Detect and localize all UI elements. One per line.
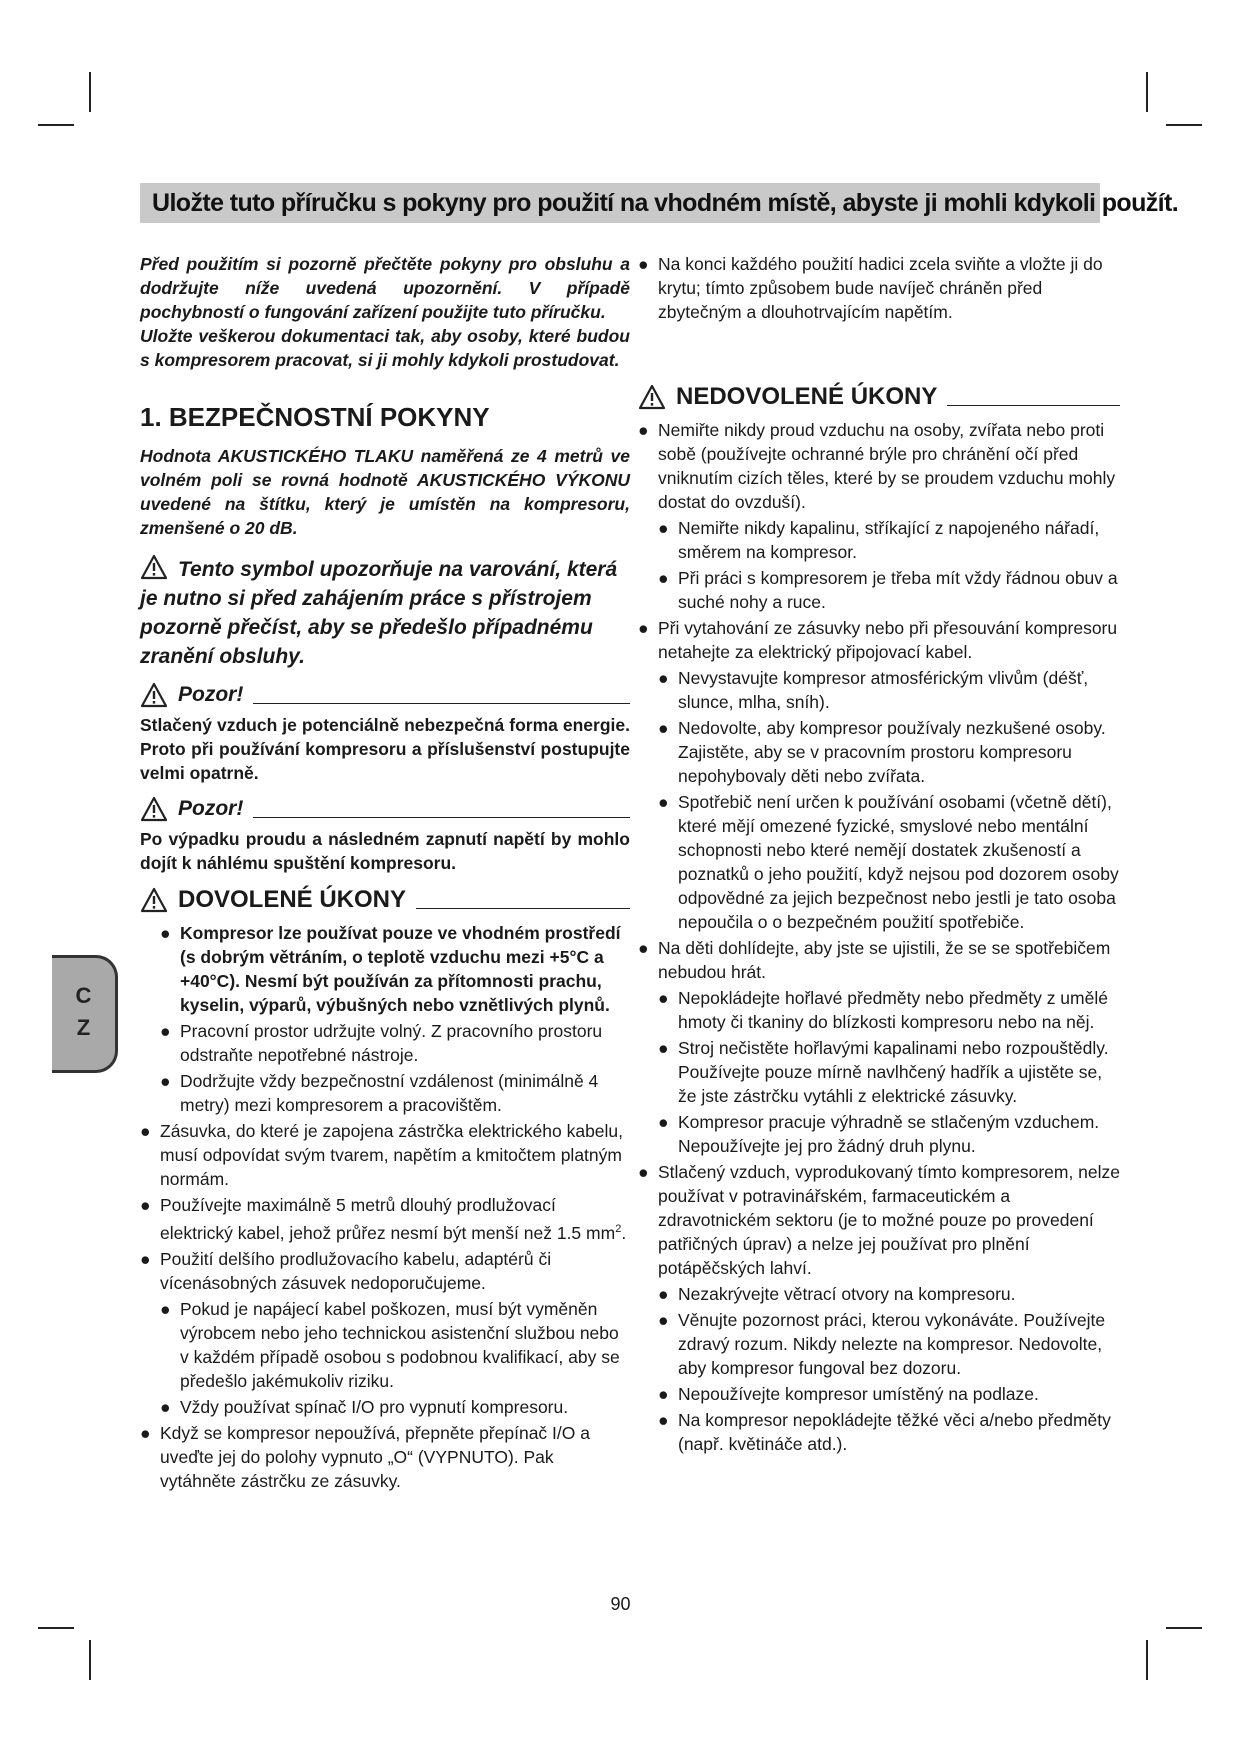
warning-icon: [140, 554, 168, 580]
list-item: [140, 1395, 630, 1419]
symbol-note: [140, 554, 630, 671]
crop-mark: [1166, 1627, 1202, 1629]
crop-mark: [38, 124, 74, 126]
symbol-note-text: Tento symbol upozorňuje na varování, která je nutno si před zahájením práce s přístrojem pozorně přečíst, aby se předešlo případnému zranění obsluhy.: [140, 558, 618, 668]
list-item-text: Nedovolte, aby kompresor používaly nezkušené osoby. Zajistěte, aby se v pracovním prostoru kompresoru nepohybovaly děti nebo zvířata.: [678, 718, 1106, 786]
bullet: ●: [658, 1310, 669, 1330]
bullet: ●: [140, 1422, 151, 1443]
list-item: [140, 1247, 630, 1295]
list-item: [638, 252, 1120, 324]
list-item: [638, 716, 1120, 788]
acoustic-note: Hodnota AKUSTICKÉHO TLAKU naměřená ze 4 metrů ve volném poli se rovná hodnotě AKUSTICKÉHO VÝKONU uvedené na štítku, který je umístěn na kompresoru, zmenšené o 20 dB.: [140, 446, 630, 538]
list-item: [638, 616, 1120, 664]
list-item-text: Na děti dohlídejte, aby jste se ujistili, že se se spotřebičem nebudou hrát.: [658, 938, 1111, 982]
bullet: ●: [658, 1410, 669, 1430]
list-item: [638, 936, 1120, 984]
list-item-text: Stroj nečistěte hořlavými kapalinami nebo rozpouštědly. Používejte pouze mírně navlhčený hadřík a ujistěte se, že jste zástrčku vytáhli z elektrické zásuvky.: [678, 1038, 1109, 1106]
allowed-title: DOVOLENÉ ÚKONY: [178, 886, 407, 913]
list-item-text: Vždy používat spínač I/O pro vypnutí kompresoru.: [180, 1396, 569, 1417]
list-item-text: Zásuvka, do které je zapojena zástrčka elektrického kabelu, musí odpovídat svým tvarem, napětím a kmitočtem platným normám.: [160, 1121, 624, 1189]
list-item: [638, 516, 1120, 564]
list-item-text: Nevystavujte kompresor atmosférickým vlivům (déšť, slunce, mlha, sníh).: [678, 668, 1089, 712]
forbidden-heading: [638, 382, 1120, 412]
allowed-list-2: [140, 1247, 630, 1493]
list-item-text: Kompresor lze používat pouze ve vhodném prostředí (s dobrým větráním, o teplotě vzduchu mezi +5°C a +40°C). Nesmí být používán za přítomnosti prachu, kyselin, výparů, výbušných nebo vznětlivých plynů.: [180, 923, 621, 1015]
warning-icon: [140, 796, 168, 822]
list-item: [638, 1382, 1120, 1406]
pozor-title: Pozor!: [178, 683, 244, 706]
bullet: ●: [160, 1021, 171, 1041]
page-banner: Uložte tuto příručku s pokyny pro použití na vhodném místě, abyste ji mohli kdykoli použít.: [140, 183, 1100, 223]
list-item: [638, 986, 1120, 1034]
bullet: ●: [638, 618, 649, 638]
list-item-text: Nezakrývejte větrací otvory na kompresoru.: [678, 1284, 1016, 1304]
warning-icon: [140, 682, 168, 708]
list-item-text: Nepoužívejte kompresor umístěný na podlaze.: [678, 1384, 1039, 1404]
list-item: [140, 1421, 630, 1493]
list-item-text: Kompresor pracuje výhradně se stlačeným vzduchem. Nepoužívejte jej pro žádný druh plynu.: [678, 1112, 1100, 1156]
crop-mark: [89, 72, 91, 112]
list-item-text: Při práci s kompresorem je třeba mít vždy řádnou obuv a suché nohy a ruce.: [678, 568, 1118, 612]
crop-mark: [1146, 1640, 1148, 1680]
bullet: ●: [160, 923, 171, 943]
forbidden-list: [638, 418, 1120, 1456]
list-item-text: Na kompresor nepokládejte těžké věci a/nebo předměty (např. květináče atd.).: [678, 1410, 1111, 1454]
forbidden-title: NEDOVOLENÉ ÚKONY: [676, 383, 938, 410]
bullet: ●: [658, 1384, 669, 1404]
bullet: ●: [658, 1112, 669, 1132]
bullet: ●: [638, 254, 649, 274]
crop-mark: [89, 1640, 91, 1680]
list-item-text: Nepokládejte hořlavé předměty nebo předměty z umělé hmoty či tkaniny do blízkosti kompresoru nebo na něj.: [678, 988, 1108, 1032]
list-item-text: Věnujte pozornost práci, kterou vykonáváte. Používejte zdravý rozum. Nikdy nelezte na kompresor. Nedovolte, aby kompresor fungoval bez dozoru.: [678, 1310, 1106, 1378]
bullet: ●: [160, 1071, 171, 1091]
bullet: ●: [658, 668, 669, 688]
list-item-text: Nemiřte nikdy proud vzduchu na osoby, zvířata nebo proti sobě (používejte ochranné brýle pro chránění očí před vniknutím cizích těles, které by se proudem vzduchu mohly dostat do ovzduší).: [658, 420, 1116, 512]
bullet: ●: [658, 718, 669, 738]
bullet: ●: [658, 1038, 669, 1058]
list-item: [638, 1160, 1120, 1280]
list-item: [140, 921, 630, 1017]
list-item: [638, 1282, 1120, 1306]
list-item: [638, 1408, 1120, 1456]
list-item: [638, 790, 1120, 934]
language-letter: C: [75, 983, 92, 1008]
heading-rule: [253, 817, 630, 818]
crop-mark: [1166, 124, 1202, 126]
allowed-list: [140, 1019, 630, 1191]
bullet: ●: [160, 1396, 171, 1417]
list-item: [140, 1193, 630, 1245]
pozor-text-1: Stlačený vzduch je potenciálně nebezpečná forma energie. Proto při používání kompresoru a příslušenství postupujte velmi opatrně.: [140, 715, 630, 783]
crop-mark: [1146, 72, 1148, 112]
list-item: [638, 1308, 1120, 1380]
bullet: ●: [140, 1195, 151, 1215]
crop-mark: [38, 1627, 74, 1629]
list-item: [140, 1297, 630, 1393]
bullet: ●: [638, 938, 649, 958]
section-title: 1. BEZPEČNOSTNÍ POKYNY: [140, 402, 490, 432]
pozor-heading-2: [140, 795, 630, 823]
language-tab: [52, 955, 118, 1073]
list-item: [638, 1110, 1120, 1158]
heading-rule: [253, 703, 630, 704]
bullet: ●: [658, 988, 669, 1008]
list-item-text: Na konci každého použití hadici zcela sviňte a vložte ji do krytu; tímto způsobem bude navíječ chráněn před zbytečným a dlouhotrvajícím napětím.: [658, 254, 1103, 322]
pozor-title: Pozor!: [178, 797, 244, 820]
list-item: [638, 566, 1120, 614]
list-item-end: .: [621, 1222, 627, 1243]
allowed-heading: [140, 885, 630, 915]
list-item-text: Když se kompresor nepoužívá, přepněte přepínač I/O a uveďte jej do polohy vypnuto „O“ (VYPNUTO). Pak vytáhněte zástrčku ze zásuvky.: [160, 1422, 590, 1491]
list-item-text: Pokud je napájecí kabel poškozen, musí být vyměněn výrobcem nebo jeho technickou asistenční službou nebo v každém případě osobou s podobnou kvalifikací, aby se předešlo jakémukoliv riziku.: [180, 1298, 620, 1391]
left-column: [140, 252, 630, 1495]
intro-paragraph-2: Uložte veškerou dokumentaci tak, aby osoby, které budou s kompresorem pracovat, si ji mohly kdykoli prostudovat.: [140, 326, 630, 370]
page-number: 90: [610, 1594, 631, 1614]
right-column: [638, 252, 1120, 1458]
pozor-text-2: Po výpadku proudu a následném zapnutí napětí by mohlo dojít k náhlému spuštění kompresoru.: [140, 829, 630, 873]
intro-paragraph-1: Před použitím si pozorně přečtěte pokyny pro obsluhu a dodržujte níže uvedená upozornění. V případě pochybností o fungování zařízení použijte tuto příručku.: [140, 254, 630, 322]
bullet: ●: [638, 1162, 649, 1182]
list-item-text: Pracovní prostor udržujte volný. Z pracovního prostoru odstraňte nepotřebné nástroje.: [180, 1021, 603, 1065]
heading-rule: [416, 908, 630, 909]
warning-icon: [638, 384, 666, 410]
bullet: ●: [160, 1298, 171, 1319]
list-item: [140, 1019, 630, 1067]
list-item-text: Spotřebič není určen k používání osobami (včetně dětí), které mějí omezené fyzické, smyslové nebo mentální schopnosti nebo které nemějí dostatek zkušeností a poznatků o jeho použití, když nejsou pod dozorem osoby odpovědné za jejich bezpečnost nebo jestli je tato osoba nepoučila o o bezpečném použití spotřebiče.: [678, 792, 1119, 932]
list-item-text: Nemiřte nikdy kapalinu, stříkající z napojeného nářadí, směrem na kompresor.: [678, 518, 1100, 562]
warning-icon: [140, 887, 168, 913]
bullet: ●: [658, 568, 669, 588]
bullet: ●: [658, 518, 669, 538]
bullet: ●: [658, 792, 669, 812]
heading-rule: [947, 405, 1120, 406]
bullet: ●: [140, 1248, 151, 1269]
list-item-text: Používejte maximálně 5 metrů dlouhý prodlužovací elektrický kabel, jehož průřez nesmí být menší než 1.5 mm: [160, 1195, 616, 1243]
list-item: [140, 1119, 630, 1191]
pozor-heading-1: [140, 681, 630, 709]
bullet: ●: [140, 1121, 151, 1141]
list-item: [638, 1036, 1120, 1108]
list-item: [638, 666, 1120, 714]
bullet: ●: [638, 420, 649, 440]
list-item-text: Dodržujte vždy bezpečnostní vzdálenost (minimálně 4 metry) mezi kompresorem a pracovištěm.: [180, 1071, 599, 1115]
list-item-text: Při vytahování ze zásuvky nebo při přesouvání kompresoru netahejte za elektrický připojovací kabel.: [658, 618, 1118, 662]
list-item: [638, 418, 1120, 514]
list-item-text: Použití delšího prodlužovacího kabelu, adaptérů či vícenásobných zásuvek nedoporučujeme.: [160, 1248, 552, 1293]
list-item: [140, 1069, 630, 1117]
superscript: 2: [615, 1223, 622, 1235]
language-letter: Z: [76, 1015, 91, 1040]
list-item-text: Stlačený vzduch, vyprodukovaný tímto kompresorem, nelze používat v potravinářském, farmaceutickém a zdravotnickém sektoru (je to možné pouze po provedení patřičných úprav) a nelze jej používat pro plnění potápěčských lahví.: [658, 1162, 1121, 1278]
bullet: ●: [658, 1284, 669, 1304]
